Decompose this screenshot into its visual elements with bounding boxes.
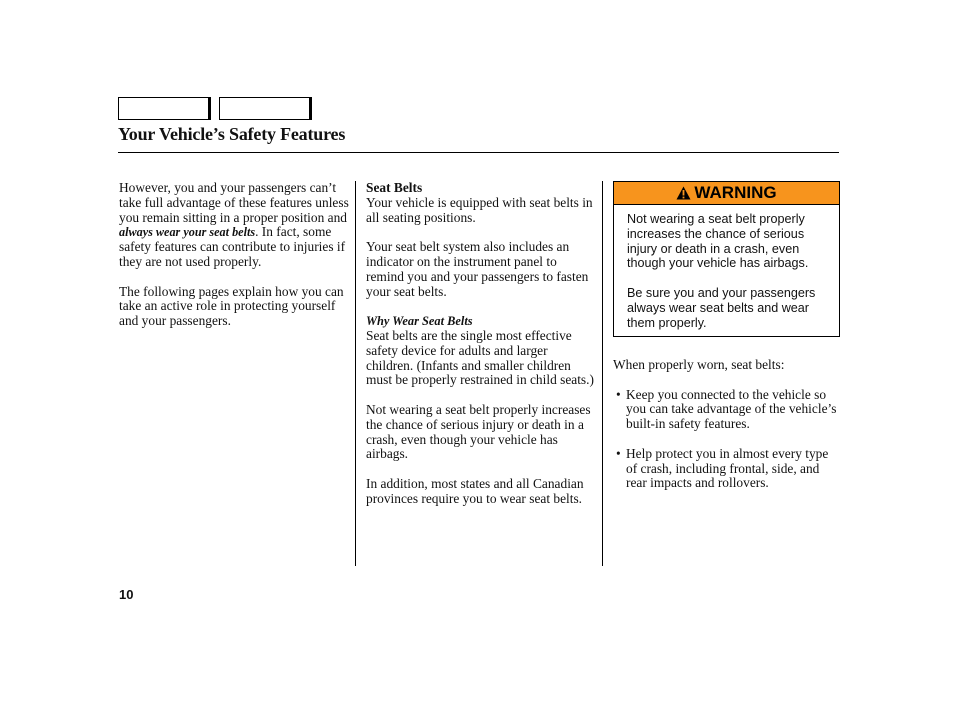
page-number: 10 [119,587,134,602]
warning-triangle-icon [676,186,691,200]
warning-label: WARNING [694,183,777,202]
title-divider [118,152,839,153]
why-wear-section [366,314,594,388]
benefits-list [613,388,841,492]
column-benefits [613,358,841,506]
intro-paragraph-2: The following pages explain how you can take an active role in protecting yourself and your passengers. [119,283,344,329]
warning-paragraph-1: Not wearing a seat belt properly increases the chance of serious injury or death in a crash, even though your vehicle has airbags. [627,212,809,271]
why-wear-paragraph-3: In addition, most states and all Canadian provinces require you to wear seat belts. [366,475,584,506]
benefits-intro: When properly worn, seat belts: [613,357,785,372]
seat-belts-section [366,181,594,225]
intro-emphasis: always wear your seat belts [119,225,256,240]
nav-box-previous[interactable] [118,97,209,120]
seat-belts-paragraph-2: Your seat belt system also includes an indicator on the instrument panel to remind you and your passengers to fasten your seat belts. [366,239,589,299]
warning-box [613,181,840,337]
warning-body [614,205,839,330]
list-item: • Keep you connected to the vehicle so you can take advantage of the vehicle’s built-in safety features. [613,388,841,432]
why-wear-paragraph-2: Not wearing a seat belt properly increases the chance of serious injury or death in a crash, even though your vehicle has airbags. [366,401,591,462]
subheading-why-wear: Why Wear Seat Belts [366,314,473,329]
column-divider-1 [355,181,356,566]
warning-paragraph-2: Be sure you and your passengers always wear seat belts and wear them properly. [627,285,816,330]
list-item: • Help protect you in almost every type of crash, including frontal, side, and rear impacts and rollovers. [613,447,841,491]
column-seat-belts [366,181,594,521]
nav-box-next[interactable] [219,97,310,120]
seat-belts-paragraph-1: Your vehicle is equipped with seat belts in all seating positions. [366,194,593,225]
section-heading-seat-belts: Seat Belts [366,180,423,195]
warning-header [614,182,839,205]
column-intro [119,181,349,344]
intro-paragraph-1 [119,181,349,270]
intro-text-part2: . In fact, some safety features can contribute to injuries if they are not used properly. [119,224,346,269]
page-title: Your Vehicle’s Safety Features [118,124,346,144]
intro-text-part1: However, you and your passengers can’t take full advantage of these features unless you remain sitting in a proper position and [119,180,349,225]
why-wear-paragraph-1: Seat belts are the single most effective safety device for adults and larger children. (Infants and smaller children must be properly restrained in child seats.) [366,327,594,388]
column-divider-2 [602,181,603,566]
